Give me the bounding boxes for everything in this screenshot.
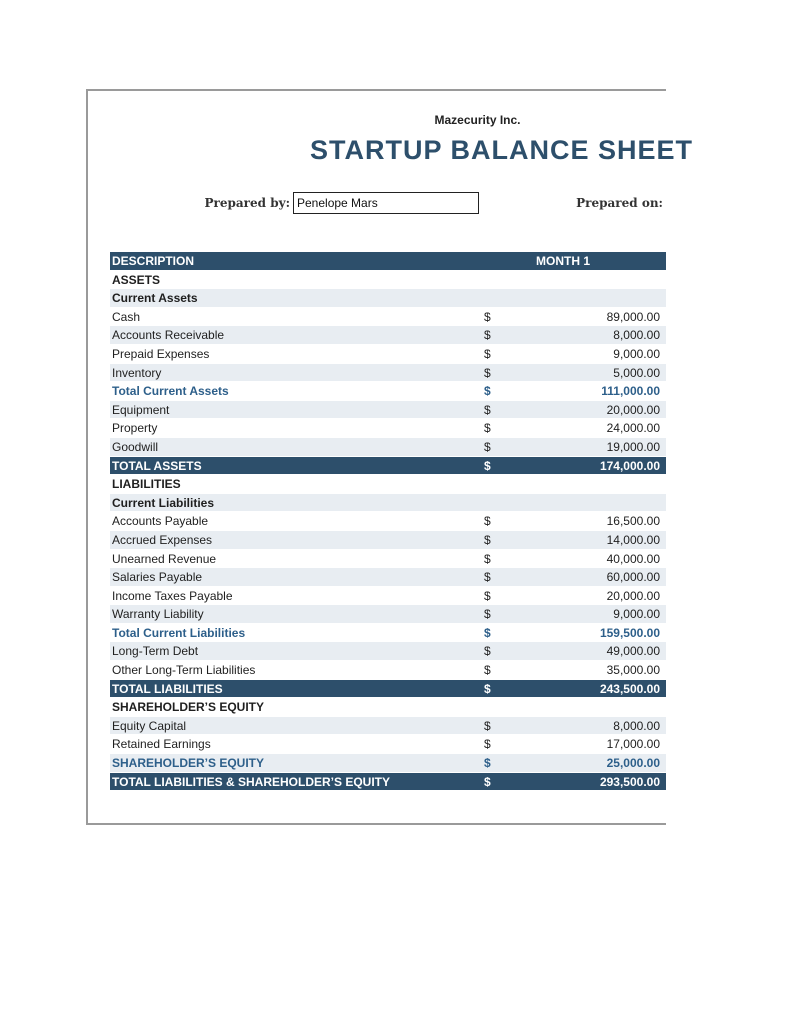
row-label: Retained Earnings: [112, 737, 211, 752]
row-currency-symbol: $: [484, 346, 491, 361]
row-currency-symbol: $: [484, 551, 491, 566]
table-row[interactable]: [110, 698, 666, 717]
row-currency-symbol: $: [484, 588, 491, 603]
row-amount: 60,000.00: [606, 570, 660, 585]
row-currency-symbol: $: [484, 365, 491, 380]
column-header-description: DESCRIPTION: [112, 254, 195, 268]
table-row[interactable]: [110, 438, 666, 457]
table-row[interactable]: [110, 512, 666, 531]
row-currency-symbol: $: [484, 309, 491, 324]
row-label: Total Current Assets: [112, 384, 229, 399]
row-label: ASSETS: [112, 272, 161, 287]
row-amount: 243,500.00: [599, 681, 660, 696]
table-row[interactable]: [110, 531, 666, 550]
row-currency-symbol: $: [484, 402, 491, 417]
row-amount: 17,000.00: [606, 737, 660, 752]
row-label: Income Taxes Payable: [112, 588, 233, 603]
balance-sheet-table: [110, 252, 666, 791]
table-row[interactable]: [110, 550, 666, 569]
row-currency-symbol: $: [484, 663, 491, 678]
row-label: SHAREHOLDER’S EQUITY: [112, 756, 265, 771]
row-currency-symbol: $: [484, 384, 491, 399]
row-label: Property: [112, 421, 158, 436]
table-body: [110, 271, 666, 792]
table-row[interactable]: [110, 773, 666, 792]
row-amount: 159,500.00: [599, 625, 660, 640]
row-amount: 8,000.00: [613, 718, 660, 733]
row-currency-symbol: $: [484, 737, 491, 752]
table-row[interactable]: [110, 457, 666, 476]
table-row[interactable]: [110, 717, 666, 736]
row-amount: 16,500.00: [606, 514, 660, 529]
row-amount: 174,000.00: [599, 458, 660, 473]
company-name: Mazecurity Inc.: [434, 113, 521, 127]
row-amount: 20,000.00: [606, 588, 660, 603]
row-amount: 24,000.00: [606, 421, 660, 436]
row-label: Accounts Receivable: [112, 328, 225, 343]
row-currency-symbol: $: [484, 756, 491, 771]
table-row[interactable]: [110, 735, 666, 754]
row-label: Current Liabilities: [112, 495, 215, 510]
row-currency-symbol: $: [484, 718, 491, 733]
table-row[interactable]: [110, 680, 666, 699]
row-amount: 89,000.00: [606, 309, 660, 324]
table-row[interactable]: [110, 661, 666, 680]
row-label: Warranty Liability: [112, 607, 204, 622]
table-row[interactable]: [110, 419, 666, 438]
row-currency-symbol: $: [484, 439, 491, 454]
table-row[interactable]: [110, 345, 666, 364]
row-label: Salaries Payable: [112, 570, 203, 585]
row-amount: 14,000.00: [606, 532, 660, 547]
prepared-on-label: Prepared on:: [576, 196, 663, 210]
table-row[interactable]: [110, 642, 666, 661]
row-currency-symbol: $: [484, 532, 491, 547]
table-row[interactable]: [110, 308, 666, 327]
row-amount: 19,000.00: [606, 439, 660, 454]
row-amount: 20,000.00: [606, 402, 660, 417]
row-label: Total Current Liabilities: [112, 625, 246, 640]
row-currency-symbol: $: [484, 607, 491, 622]
prepared-by-label: Prepared by:: [204, 196, 290, 210]
row-amount: 25,000.00: [606, 756, 660, 771]
row-amount: 35,000.00: [606, 663, 660, 678]
table-row[interactable]: [110, 289, 666, 308]
row-label: Accounts Payable: [112, 514, 209, 529]
row-currency-symbol: $: [484, 644, 491, 659]
row-currency-symbol: $: [484, 421, 491, 436]
row-label: Goodwill: [112, 439, 159, 454]
row-amount: 8,000.00: [613, 328, 660, 343]
row-label: TOTAL LIABILITIES: [112, 681, 223, 696]
column-header-month: MONTH 1: [536, 254, 590, 268]
table-row[interactable]: [110, 364, 666, 383]
row-label: TOTAL ASSETS: [112, 458, 202, 473]
spreadsheet-page: [86, 89, 694, 825]
row-currency-symbol: $: [484, 570, 491, 585]
table-row[interactable]: [110, 568, 666, 587]
row-amount: 111,000.00: [601, 384, 660, 399]
row-label: Other Long-Term Liabilities: [112, 663, 256, 678]
row-label: Long-Term Debt: [112, 644, 199, 659]
row-label: Cash: [112, 309, 141, 324]
table-row[interactable]: [110, 382, 666, 401]
table-row[interactable]: [110, 326, 666, 345]
row-label: TOTAL LIABILITIES & SHAREHOLDER’S EQUITY: [112, 774, 391, 789]
table-row[interactable]: [110, 754, 666, 773]
row-label: Equity Capital: [112, 718, 187, 733]
row-label: Unearned Revenue: [112, 551, 217, 566]
sheet-content: [88, 91, 788, 827]
row-amount: 9,000.00: [613, 607, 660, 622]
row-amount: 5,000.00: [613, 365, 660, 380]
table-row[interactable]: [110, 587, 666, 606]
row-label: Accrued Expenses: [112, 532, 213, 547]
row-amount: 9,000.00: [613, 346, 660, 361]
row-currency-symbol: $: [484, 681, 491, 696]
table-row[interactable]: [110, 475, 666, 494]
table-row[interactable]: [110, 605, 666, 624]
row-currency-symbol: $: [484, 328, 491, 343]
table-row[interactable]: [110, 271, 666, 290]
row-label: Prepaid Expenses: [112, 346, 210, 361]
row-currency-symbol: $: [484, 458, 491, 473]
row-currency-symbol: $: [484, 774, 491, 789]
row-label: LIABILITIES: [112, 477, 181, 492]
table-row[interactable]: [110, 401, 666, 420]
page-title: STARTUP BALANCE SHEET: [310, 135, 694, 165]
row-amount: 293,500.00: [599, 774, 660, 789]
row-currency-symbol: $: [484, 514, 491, 529]
table-row[interactable]: [110, 624, 666, 643]
prepared-by-field[interactable]: [293, 192, 479, 214]
table-header-row: [110, 252, 666, 271]
row-currency-symbol: $: [484, 625, 491, 640]
table-row[interactable]: [110, 494, 666, 513]
row-label: Current Assets: [112, 291, 198, 306]
row-amount: 49,000.00: [606, 644, 660, 659]
row-amount: 40,000.00: [606, 551, 660, 566]
row-label: SHAREHOLDER’S EQUITY: [112, 700, 265, 715]
row-label: Equipment: [112, 402, 170, 417]
row-label: Inventory: [112, 365, 162, 380]
